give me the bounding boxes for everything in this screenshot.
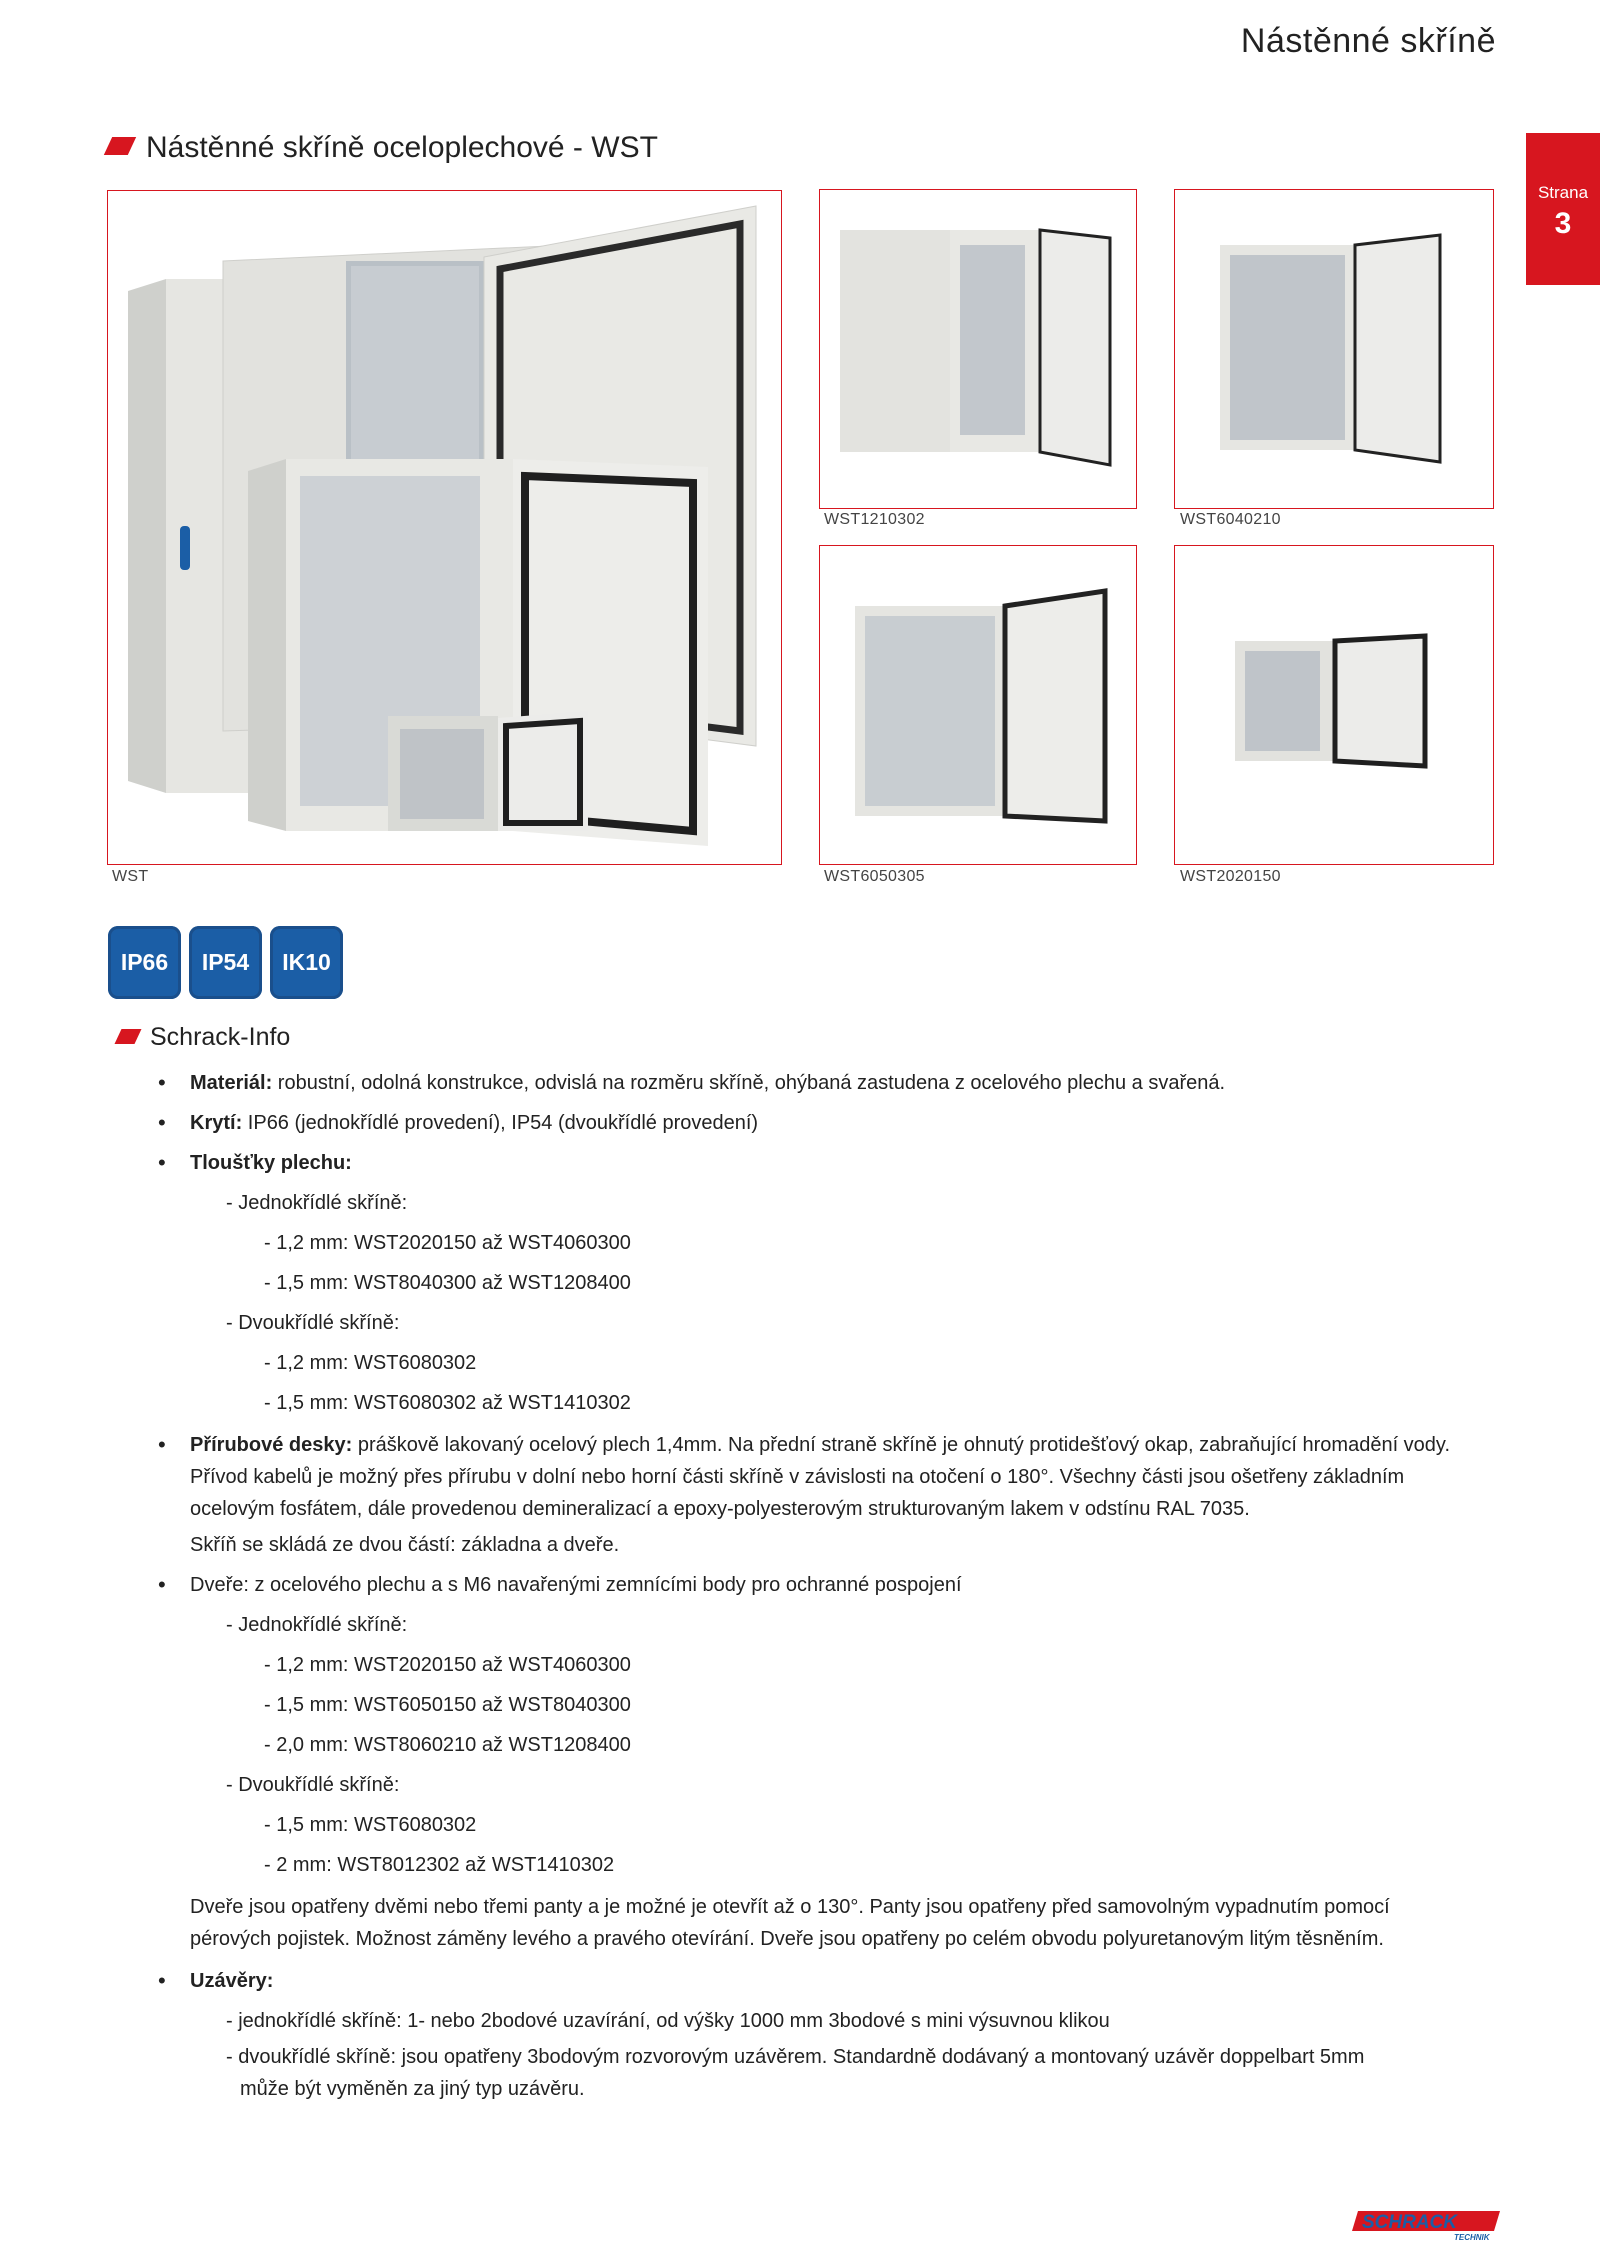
list-item: - 1,2 mm: WST2020150 až WST4060300 (264, 1232, 631, 1254)
list-item: - 2,0 mm: WST8060210 až WST1208400 (264, 1734, 631, 1756)
svg-text:TECHNIK: TECHNIK (1454, 2233, 1490, 2242)
main-product-image (107, 190, 782, 865)
main-image-caption: WST (112, 868, 149, 885)
product-image-wst6040210 (1174, 189, 1494, 509)
product-image-wst6050305 (819, 545, 1137, 865)
door-note: Dveře jsou opatřeny dvěmi nebo třemi panty a je možné je otevřít až o 130°. Panty jsou opatřeny před samovolným vypadnutím pomocí pérových pojistek. Možnost záměny levého a pravého otevírání. Dveře jsou opatřeny po celém obvodu polyuretanovým litým těsněním. (190, 1896, 1390, 1950)
product-image-wst1210302 (819, 189, 1137, 509)
page-tab-number: 3 (1554, 207, 1572, 240)
info-title-text: Schrack-Info (150, 1023, 291, 1051)
thumb4-caption: WST2020150 (1180, 868, 1281, 885)
page-header-title: Nástěnné skříně (1240, 22, 1496, 60)
list-item: - 1,5 mm: WST6080302 až WST1410302 (264, 1392, 631, 1414)
bullet-thickness: • Tloušťky plechu: (156, 1143, 1476, 1183)
list-item: - Jednokřídlé skříně: (226, 1614, 408, 1636)
list-item: - 1,5 mm: WST6050150 až WST8040300 (264, 1694, 631, 1716)
ip54-badge: IP54 (189, 926, 262, 999)
flange-note: Skříň se skládá ze dvou částí: základna a dveře. (190, 1534, 620, 1556)
thumb1-caption: WST1210302 (824, 511, 925, 528)
list-item: - 1,2 mm: WST6080302 (264, 1352, 477, 1374)
svg-text:SCHRACK: SCHRACK (1362, 2212, 1457, 2233)
thumb3-caption: WST6050305 (824, 868, 925, 885)
list-item: - Dvoukřídlé skříně: (226, 1312, 400, 1334)
info-body (156, 1063, 1476, 2105)
list-item: - Jednokřídlé skříně: (226, 1192, 408, 1214)
page-number-tab (1526, 133, 1600, 285)
schrack-logo (1352, 2207, 1502, 2248)
list-item: - dvoukřídlé skříně: jsou opatřeny 3bodovým rozvorovým uzávěrem. Standardně dodávaný a montovaný uzávěr doppelbart 5mm (226, 2046, 1365, 2068)
info-section-title (118, 1023, 290, 1052)
ik10-badge: IK10 (270, 926, 343, 999)
section-marker-icon (104, 137, 136, 155)
list-item: - jednokřídlé skříně: 1- nebo 2bodové uzavírání, od výšky 1000 mm 3bodové s mini výsuvnou klikou (226, 2010, 1110, 2032)
list-item: - 1,5 mm: WST8040300 až WST1208400 (264, 1272, 631, 1294)
cabinet-group-illustration (108, 191, 781, 864)
section-title (108, 131, 658, 165)
list-item: - 2 mm: WST8012302 až WST1410302 (264, 1854, 615, 1876)
info-marker-icon (115, 1029, 142, 1044)
product-image-wst2020150 (1174, 545, 1494, 865)
thumb2-caption: WST6040210 (1180, 511, 1281, 528)
list-item: - Dvoukřídlé skříně: (226, 1774, 400, 1796)
list-item: - 1,2 mm: WST2020150 až WST4060300 (264, 1654, 631, 1676)
ip66-badge: IP66 (108, 926, 181, 999)
list-item: může být vyměněn za jiný typ uzávěru. (240, 2078, 585, 2100)
section-title-text: Nástěnné skříně oceloplechové - WST (146, 131, 658, 164)
bullet-flange: • Přírubové desky: práškově lakovaný ocelový plech 1,4mm. Na přední straně skříně je ohnutý protidešťový okap, zabraňující hromadění vody. Přívod kabelů je možný přes přírubu v dolní nebo horní části skříně v závislosti na otočení o 180°. Všechny části jsou ošetřeny základním ocelovým fosfátem, dále provedenou demineralizací a epoxy-polyesterovým strukturovaným lakem v odstínu RAL 7035. (156, 1429, 1476, 1525)
bullet-cover: • Krytí: IP66 (jednokřídlé provedení), IP54 (dvoukřídlé provedení) (156, 1103, 1476, 1143)
bullet-locks: • Uzávěry: (156, 1961, 1476, 2001)
page-tab-label: Strana (1537, 183, 1589, 202)
bullet-material: • Materiál: robustní, odolná konstrukce, odvislá na rozměru skříně, ohýbaná zastudena z ocelového plechu a svařená. (156, 1063, 1476, 1103)
bullet-door: • Dveře: z ocelového plechu a s M6 navařenými zemnícími body pro ochranné pospojení (156, 1565, 1476, 1605)
protection-badges (108, 926, 343, 999)
list-item: - 1,5 mm: WST6080302 (264, 1814, 477, 1836)
